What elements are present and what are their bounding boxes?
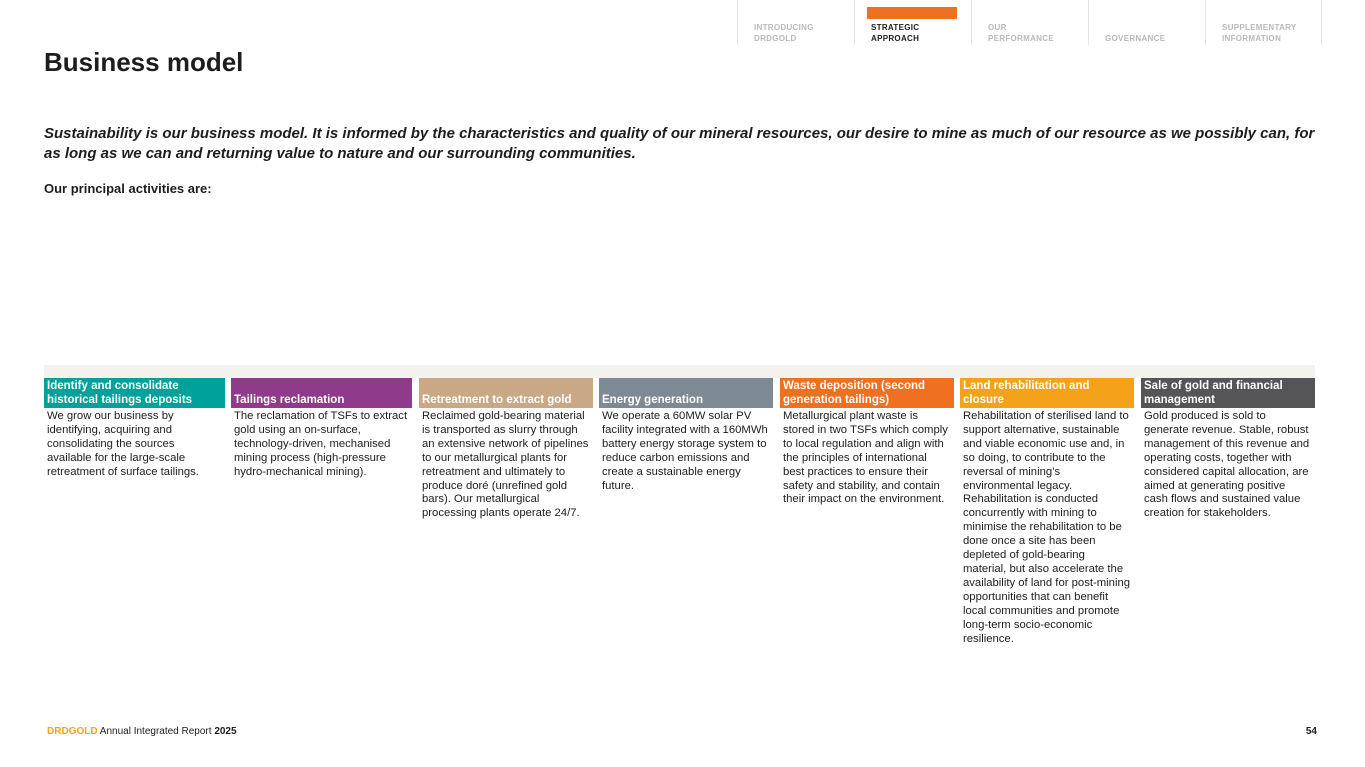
activity-header [44, 378, 225, 408]
activity-waste-deposition [780, 378, 954, 507]
nav-tab-strategic-approach[interactable] [854, 0, 971, 45]
activity-description: Metallurgical plant waste is stored in two TSFs which comply to local regulation and align with the principles of international best practices to ensure their safety and stability, and contain their impact on the environment. [783, 410, 948, 506]
activity-header [419, 378, 593, 408]
activity-header [599, 378, 773, 408]
nav-tab-label: OUR PERFORMANCE [988, 23, 1054, 43]
footer-report-name [47, 726, 237, 737]
activity-title: Waste deposition (second generation tailings) [783, 380, 926, 406]
activity-title: Tailings reclamation [234, 394, 345, 406]
page-number: 54 [1305, 726, 1317, 737]
activity-energy-generation [599, 378, 773, 493]
activity-identify-consolidate [44, 378, 225, 480]
activity-land-rehabilitation [960, 378, 1134, 646]
activity-description: Rehabilitation of sterilised land to support alternative, sustainable and viable economic use and, in so doing, to contribute to the reversal of mining’s environmental legacy. Rehabilitation is conducted concurrently with mining to minimise the rehabilitation to be done once a site has been depleted of gold-bearing material, but also accelerate the availability of land for post-mining opportunities that can benefit local communities and promote long-term socio-economic resilience. [963, 410, 1131, 645]
activity-sale-of-gold [1141, 378, 1315, 521]
page-title: Business model [44, 47, 244, 77]
nav-tab-label: GOVERNANCE [1105, 34, 1166, 43]
footer-brand: DRDGOLD [47, 726, 98, 737]
activity-title: Energy generation [602, 394, 703, 406]
nav-tab-label: SUPPLEMENTARY INFORMATION [1222, 23, 1297, 43]
nav-tab-label: INTRODUCING DRDGOLD [754, 23, 814, 43]
activity-title: Retreatment to extract gold [422, 394, 572, 406]
section-navigation [737, 0, 1322, 45]
nav-tab-governance[interactable] [1088, 0, 1205, 45]
activity-header [780, 378, 954, 408]
activity-title: Sale of gold and financial management [1144, 380, 1283, 406]
activity-retreatment [419, 378, 593, 521]
activities-top-band [44, 365, 1315, 378]
activity-description: We operate a 60MW solar PV facility integrated with a 160MWh battery energy storage system to reduce carbon emissions and create a sustainable energy future. [602, 410, 768, 492]
principal-activities [44, 378, 1315, 658]
activity-title: Identify and consolidate historical tailings deposits [47, 380, 193, 406]
activity-title: Land rehabilitation and closure [963, 380, 1090, 406]
activity-description: Reclaimed gold-bearing material is transported as slurry through an extensive network of pipelines to our metallurgical plants for retreatment and ultimately to produce doré (unrefined gold bars). Our metallurgical processing plants operate 24/7. [422, 410, 589, 520]
activity-description: Gold produced is sold to generate revenue. Stable, robust management of this revenue and operating costs, together with considered capital allocation, are aimed at generating positive cash flows and sustained value creation for stakeholders. [1144, 410, 1310, 520]
activity-header [960, 378, 1134, 408]
activity-header [1141, 378, 1315, 408]
activity-header [231, 378, 412, 408]
nav-tab-introducing-drdgold[interactable] [737, 0, 854, 45]
principal-activities-heading: Our principal activities are: [44, 181, 212, 196]
nav-tab-supplementary-information[interactable] [1205, 0, 1322, 45]
active-tab-indicator [867, 7, 957, 19]
activity-tailings-reclamation [231, 378, 412, 480]
intro-statement: Sustainability is our business model. It is informed by the characteristics and quality of our mineral resources, our desire to mine as much of our resource as we possibly can, for as long as we can and returning value to nature and our surrounding communities. [44, 125, 1315, 162]
activity-description: We grow our business by identifying, acquiring and consolidating the sources available for the large-scale retreatment of surface tailings. [47, 410, 199, 478]
activity-description: The reclamation of TSFs to extract gold using an on-surface, technology-driven, mechanised mining process (high-pressure hydro-mechanical mining). [234, 410, 408, 478]
nav-tab-our-performance[interactable] [971, 0, 1088, 45]
footer-year: 2025 [214, 726, 237, 737]
nav-tab-label: STRATEGIC APPROACH [871, 23, 920, 43]
footer-report-title: Annual Integrated Report [97, 726, 215, 737]
